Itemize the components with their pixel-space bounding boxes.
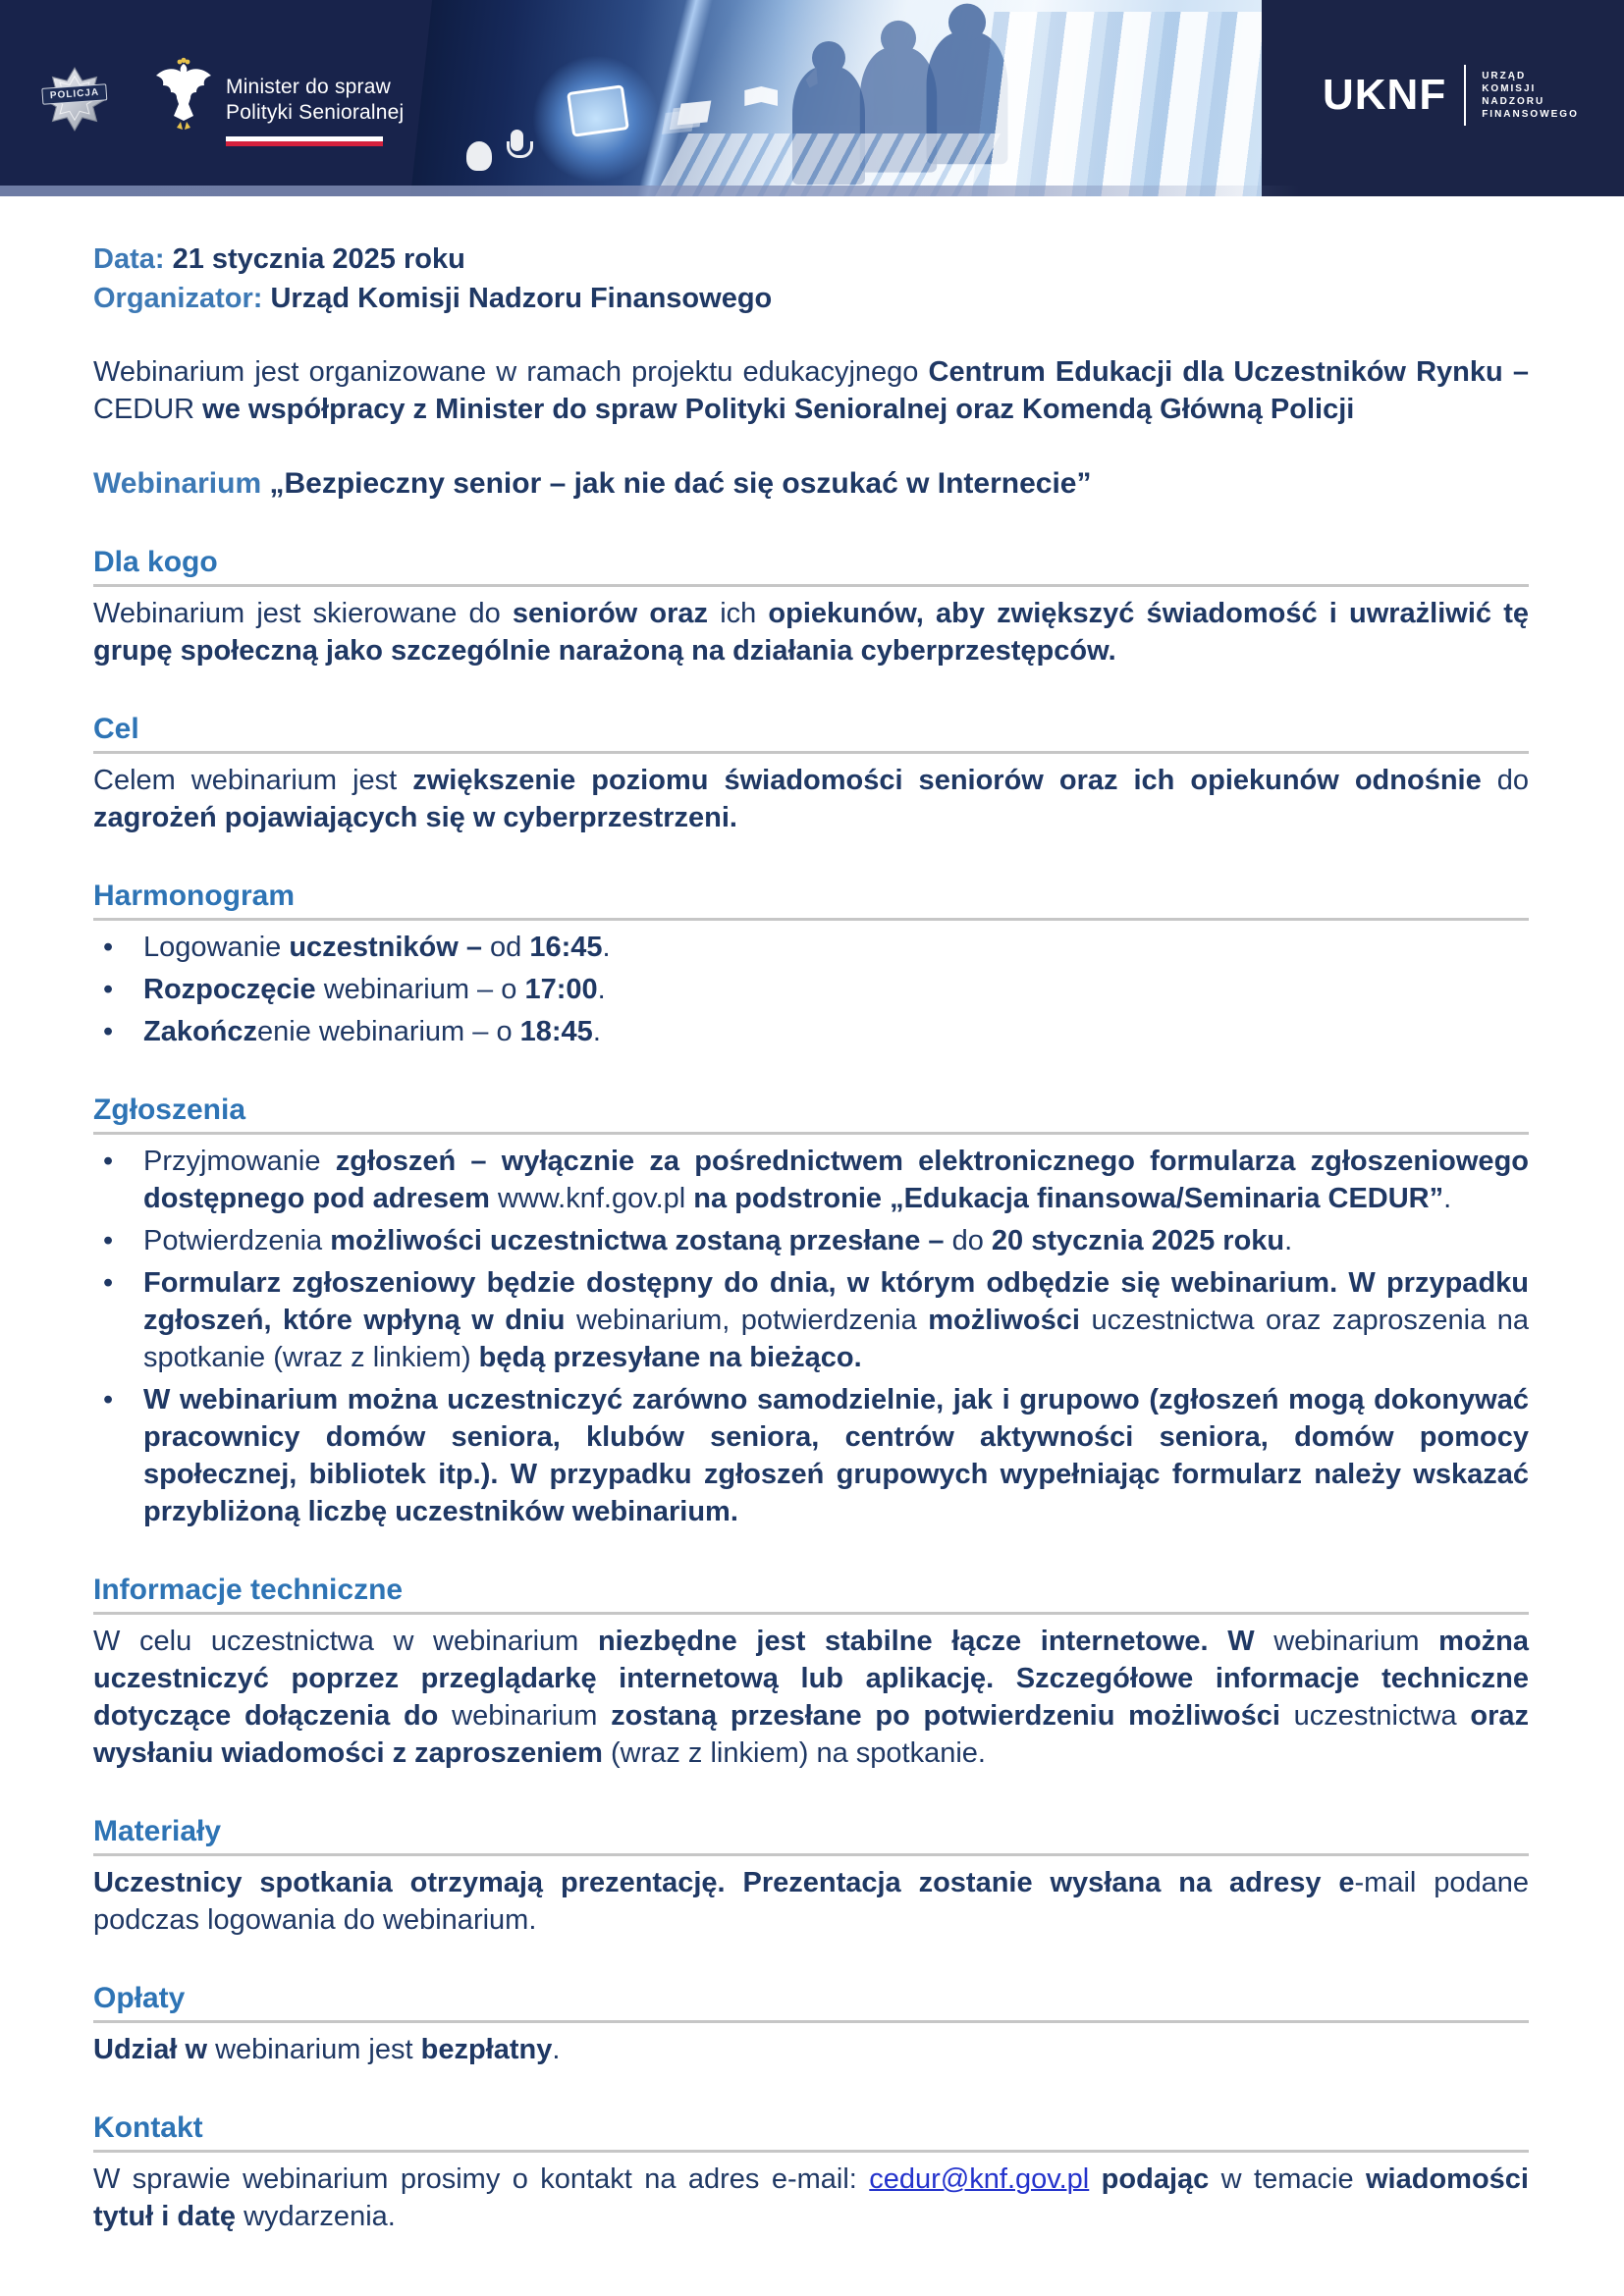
glow-circle xyxy=(532,55,660,183)
text-segment: uczestnictwa xyxy=(1293,1700,1471,1732)
text-segment: Urząd xyxy=(270,283,358,314)
section-body xyxy=(93,929,1529,1050)
uknf-full-name xyxy=(1482,70,1579,121)
bullet-marker: • xyxy=(103,1146,114,1177)
section-cel xyxy=(93,712,1529,836)
text-segment: do xyxy=(1496,765,1529,796)
text-segment: enie webinarium – o xyxy=(257,1016,520,1047)
section-materialy xyxy=(93,1814,1529,1939)
text-segment: (wraz z linkiem) na spotkanie. xyxy=(610,1737,986,1769)
text-segment: Centrum Edukacji dla Uczestników Rynku – xyxy=(928,356,1529,388)
minister-logo xyxy=(226,75,404,146)
text-segment: -mail podane podczas logowania do webinarium. xyxy=(93,1867,1530,1936)
paragraph xyxy=(93,1864,1529,1939)
text-segment: bezpłatny xyxy=(420,2034,553,2065)
paragraph xyxy=(93,762,1529,836)
text-segment: 20 stycznia 2025 roku xyxy=(991,1225,1285,1256)
section-zgloszenia xyxy=(93,1093,1529,1530)
text-segment xyxy=(1089,2163,1101,2195)
technology-photo-collage xyxy=(410,0,1278,196)
section-harmonogram xyxy=(93,879,1529,1050)
text-segment: możliwości uczestnictwa zostaną przesłane – xyxy=(330,1225,952,1256)
uknf-logo-block xyxy=(1262,0,1624,196)
text-segment: . xyxy=(1284,1225,1293,1256)
event-meta xyxy=(93,240,1529,318)
bullet-text xyxy=(143,1222,1529,1259)
text-segment: zagrożeń pojawiających się w cyberprzestrzeni. xyxy=(93,802,737,833)
section-heading: Zgłoszenia xyxy=(93,1093,1529,1135)
text-segment: Data: xyxy=(93,243,173,275)
glass-columns xyxy=(972,12,1290,196)
eagle-emblem-icon xyxy=(153,57,214,139)
intro-paragraph xyxy=(93,353,1529,428)
bullet-text xyxy=(143,971,1529,1008)
section-body xyxy=(93,2161,1529,2235)
text-segment: www.knf.gov.pl xyxy=(497,1183,694,1214)
bullet-item xyxy=(93,1143,1529,1217)
text-segment: . xyxy=(552,2034,561,2065)
text-segment: Webinarium jest skierowane do xyxy=(93,598,513,629)
paragraph xyxy=(93,2031,1529,2068)
banner-bottom-band xyxy=(0,186,1624,196)
text-segment: W webinarium można uczestniczyć zarówno samodzielnie, jak i grupowo (zgłoszeń mogą dokonywać pracownicy domów seniora, klubów seniora, centrów aktywności seniora, domów pomocy społecznej, bibliotek itp.). W przypadku zgłoszeń grupowych wypełniając formularz należy wskazać przybliżoną liczbę uczestników webinarium. xyxy=(143,1384,1529,1527)
text-segment: Przyjmowanie xyxy=(143,1146,336,1177)
section-heading: Informacje techniczne xyxy=(93,1573,1529,1615)
section-heading: Materiały xyxy=(93,1814,1529,1856)
bullet-list xyxy=(93,1143,1529,1530)
bullet-item xyxy=(93,1381,1529,1530)
text-segment: webinarium, potwierdzenia xyxy=(575,1305,929,1336)
text-segment: od xyxy=(490,932,530,963)
text-segment: webinarium xyxy=(452,1700,612,1732)
minister-name-line1: Minister do spraw xyxy=(226,76,391,98)
text-segment: 21 stycznia 2025 roku xyxy=(172,243,465,275)
section-body xyxy=(93,762,1529,836)
section-heading: Dla kogo xyxy=(93,545,1529,587)
section-body xyxy=(93,2031,1529,2068)
text-segment: Organizator: xyxy=(93,283,271,314)
bullet-marker: • xyxy=(103,1225,114,1256)
text-segment: . xyxy=(602,932,611,963)
text-segment: do xyxy=(951,1225,992,1256)
uknf-word: KOMISJI xyxy=(1482,83,1537,94)
uknf-word: FINANSOWEGO xyxy=(1482,109,1579,120)
text-segment: webinarium xyxy=(1273,1626,1439,1657)
event-organizer-line xyxy=(93,279,1529,318)
uknf-acronym: UKNF xyxy=(1323,71,1447,119)
section-kontakt xyxy=(93,2110,1529,2235)
text-segment: Celem webinarium jest xyxy=(93,765,413,796)
bullet-text xyxy=(143,1264,1529,1376)
text-segment: webinarium – o xyxy=(323,974,525,1005)
section-body xyxy=(93,595,1529,669)
header-banner xyxy=(0,0,1624,196)
paragraph xyxy=(93,595,1529,669)
microphone-icon xyxy=(511,130,523,151)
head-gears-icon xyxy=(466,141,492,171)
bullet-text xyxy=(143,1013,1529,1050)
text-segment: . xyxy=(592,1016,601,1047)
bullet-text xyxy=(143,1143,1529,1217)
text-segment: będą przesyłane na bieżąco. xyxy=(478,1342,862,1373)
bullet-item xyxy=(93,1222,1529,1259)
text-segment: Webinarium jest organizowane w ramach projektu edukacyjnego xyxy=(93,356,929,388)
cards-icon xyxy=(677,100,712,125)
text-segment: Rozpoczęcie xyxy=(143,974,324,1005)
text-segment: „Bezpieczny senior – jak nie dać się oszukać w Internecie” xyxy=(269,467,1092,500)
bullet-marker: • xyxy=(103,1267,114,1299)
sections-container xyxy=(93,545,1529,2235)
monitor-icon xyxy=(567,84,629,137)
text-segment: W sprawie webinarium prosimy o kontakt na adres e-mail: xyxy=(93,2163,870,2195)
email-link[interactable]: cedur@knf.gov.pl xyxy=(869,2163,1090,2195)
text-segment: podając xyxy=(1101,2163,1221,2195)
document-body xyxy=(0,240,1624,2235)
bullet-list xyxy=(93,929,1529,1050)
police-logo xyxy=(41,55,108,143)
section-body xyxy=(93,1623,1529,1772)
text-segment: można uczestniczyć poprzez przeglądarkę internetową lub aplikację. Szczegółowe informacje techniczne dotyczące dołączenia do xyxy=(93,1626,1529,1732)
section-heading: Opłaty xyxy=(93,1981,1529,2023)
poland-flag-stripe xyxy=(226,136,383,146)
paragraph xyxy=(93,1623,1529,1772)
text-segment: . xyxy=(1443,1183,1452,1214)
bullet-item xyxy=(93,929,1529,966)
section-heading: Harmonogram xyxy=(93,879,1529,921)
text-segment: Logowanie xyxy=(143,932,290,963)
text-segment: ich xyxy=(720,598,769,629)
text-segment: na podstronie „Edukacja finansowa/Seminaria CEDUR” xyxy=(693,1183,1444,1214)
text-segment: 17:00 xyxy=(524,974,598,1005)
section-body xyxy=(93,1143,1529,1530)
bullet-item xyxy=(93,971,1529,1008)
text-segment: możliwości xyxy=(928,1305,1092,1336)
text-segment: zostaną przesłane po potwierdzeniu możliwości xyxy=(611,1700,1294,1732)
minister-name-line2: Polityki Senioralnej xyxy=(226,101,405,124)
text-segment: niezbędne jest stabilne łącze internetowe. W xyxy=(597,1626,1274,1657)
text-segment: W celu uczestnictwa w webinarium xyxy=(93,1626,598,1657)
police-label: POLICJA xyxy=(41,83,107,105)
text-segment: wydarzenia. xyxy=(244,2201,396,2232)
section-heading: Kontakt xyxy=(93,2110,1529,2153)
text-segment: 16:45 xyxy=(529,932,603,963)
bullet-text xyxy=(143,929,1529,966)
text-segment: Formularz zgłoszeniowy będzie dostępny do dnia, w którym odbędzie się webinarium. W przypadku zgłoszeń, które wpłyną w dniu xyxy=(143,1267,1529,1336)
text-segment: w temacie xyxy=(1220,2163,1366,2195)
text-segment: we współpracy z Minister do spraw Polityki Senioralnej oraz Komendą Główną Policji xyxy=(202,394,1355,425)
text-segment: Udział w xyxy=(93,2034,216,2065)
text-segment: Uczestnicy spotkania otrzymają prezentację. Prezentacja zostanie wysłana na adresy e xyxy=(93,1867,1355,1898)
section-oplaty xyxy=(93,1981,1529,2068)
text-segment: Komisji Nadzoru Finansowego xyxy=(357,283,773,314)
bullet-marker: • xyxy=(103,974,114,1005)
bullet-marker: • xyxy=(103,932,114,963)
webinar-title xyxy=(93,465,1529,503)
text-segment: webinarium jest xyxy=(215,2034,421,2065)
uknf-word: URZĄD xyxy=(1482,71,1527,81)
text-segment: zgłoszeń – wyłącznie za pośrednictwem elektronicznego formularza zgłoszeniowego dostępnego pod adresem xyxy=(143,1146,1529,1214)
uknf-divider xyxy=(1464,65,1466,126)
text-segment: uczestnictwa oraz zaproszenia na spotkanie (wraz z linkiem) xyxy=(143,1305,1529,1373)
text-segment: . xyxy=(597,974,606,1005)
text-segment: Potwierdzenia xyxy=(143,1225,331,1256)
text-segment: zwiększenie poziomu świadomości seniorów oraz ich opiekunów odnośnie xyxy=(412,765,1497,796)
bullet-item xyxy=(93,1013,1529,1050)
text-segment: Zakończ xyxy=(143,1016,258,1047)
text-segment: oraz wysłaniu wiadomości z zaproszeniem xyxy=(93,1700,1529,1769)
section-body xyxy=(93,1864,1529,1939)
text-segment: Webinarium xyxy=(93,467,270,500)
text-segment: 18:45 xyxy=(519,1016,593,1047)
paragraph xyxy=(93,2161,1529,2235)
text-segment: opiekunów, aby zwiększyć świadomość i uwrażliwić tę grupę społeczną jako szczególnie narażoną na działania cyberprzestępców. xyxy=(93,598,1529,667)
uknf-word: NADZORU xyxy=(1482,96,1545,107)
section-informacje-techniczne xyxy=(93,1573,1529,1772)
bullet-marker: • xyxy=(103,1384,114,1415)
text-segment: CEDUR xyxy=(93,394,203,425)
text-segment: wiadomości tytuł i datę xyxy=(93,2163,1529,2232)
section-dla-kogo xyxy=(93,545,1529,669)
section-heading: Cel xyxy=(93,712,1529,754)
bullet-marker: • xyxy=(103,1016,114,1047)
text-segment: uczestników – xyxy=(289,932,491,963)
bullet-text xyxy=(143,1381,1529,1530)
event-date-line xyxy=(93,240,1529,279)
text-segment: seniorów oraz xyxy=(512,598,721,629)
bullet-item xyxy=(93,1264,1529,1376)
